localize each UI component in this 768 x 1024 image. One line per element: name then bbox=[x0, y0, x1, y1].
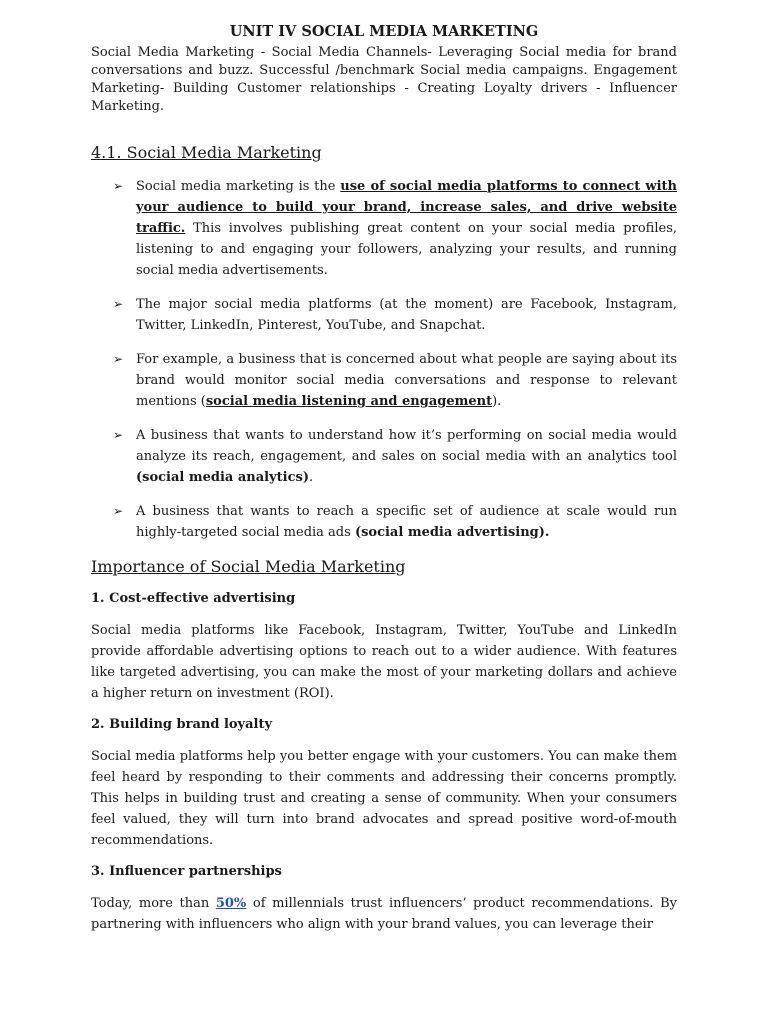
paragraph-brand-loyalty: Social media platforms help you better engage with your customers. You can make them feel heard by responding to their comments and addressing their concerns promptly. This helps in building trust and creating a sense of community. When your consumers feel valued, they will turn into brand advocates and spread positive word-of-mouth recommendations. bbox=[91, 749, 677, 848]
arrowhead-bullet-icon: ➢ bbox=[113, 504, 124, 518]
bullet-list bbox=[91, 176, 677, 543]
paragraph-influencer: Today, more than 50% of millennials trust influencers’ product recommendations. By partnering with influencers who align with your brand values, you can leverage their bbox=[91, 896, 677, 932]
list-item: ➢ For example, a business that is concerned about what people are saying about its brand would monitor social media conversations and response to relevant mentions (social media listening and engagement). bbox=[91, 349, 677, 412]
list-item: ➢ A business that wants to reach a specific set of audience at scale would run highly-targeted social media ads (social media advertising). bbox=[91, 501, 677, 543]
arrowhead-bullet-icon: ➢ bbox=[113, 179, 124, 193]
arrowhead-bullet-icon: ➢ bbox=[113, 352, 124, 366]
subheading-cost-effective: 1. Cost-effective advertising bbox=[91, 591, 296, 606]
statistic-link[interactable]: 50% bbox=[215, 896, 247, 911]
unit-title: UNIT IV SOCIAL MEDIA MARKETING bbox=[229, 23, 539, 40]
arrowhead-bullet-icon: ➢ bbox=[113, 428, 124, 442]
importance-heading: Importance of Social Media Marketing bbox=[91, 557, 406, 576]
intro-paragraph: Social Media Marketing - Social Media Channels- Leveraging Social media for brand conversations and buzz. Successful /benchmark Social media campaigns. Engagement Marketing- Building Customer relationships - Creating Loyalty drivers - Influencer Marketing. bbox=[91, 45, 677, 114]
list-item: ➢ The major social media platforms (at the moment) are Facebook, Instagram, Twitter, LinkedIn, Pinterest, YouTube, and Snapchat. bbox=[91, 294, 677, 336]
paragraph-cost-effective: Social media platforms like Facebook, Instagram, Twitter, YouTube and LinkedIn provide affordable advertising options to reach out to a wider audience. With features like targeted advertising, you can make the most of your marketing dollars and achieve a higher return on investment (ROI). bbox=[91, 623, 677, 701]
section-heading-social-media-marketing: 4.1. Social Media Marketing bbox=[91, 143, 322, 162]
list-item: ➢ Social media marketing is the use of social media platforms to connect with your audience to build your brand, increase sales, and drive website traffic. This involves publishing great content on your social media profiles, listening to and engaging your followers, analyzing your results, and running social media advertisements. bbox=[91, 176, 677, 281]
emphasis-text: (social media advertising). bbox=[354, 525, 550, 540]
subheading-influencer: 3. Influencer partnerships bbox=[91, 864, 282, 879]
subheading-brand-loyalty: 2. Building brand loyalty bbox=[91, 717, 273, 732]
emphasis-text: use of social media platforms to connect with your audience to build your brand, increase sales, and drive website traffic. bbox=[136, 179, 677, 236]
emphasis-text: (social media analytics) bbox=[136, 470, 310, 485]
emphasis-text: social media listening and engagement bbox=[205, 394, 493, 409]
list-item: ➢ A business that wants to understand how it’s performing on social media would analyze its reach, engagement, and sales on social media with an analytics tool (social media analytics). bbox=[91, 425, 677, 488]
arrowhead-bullet-icon: ➢ bbox=[113, 297, 124, 311]
